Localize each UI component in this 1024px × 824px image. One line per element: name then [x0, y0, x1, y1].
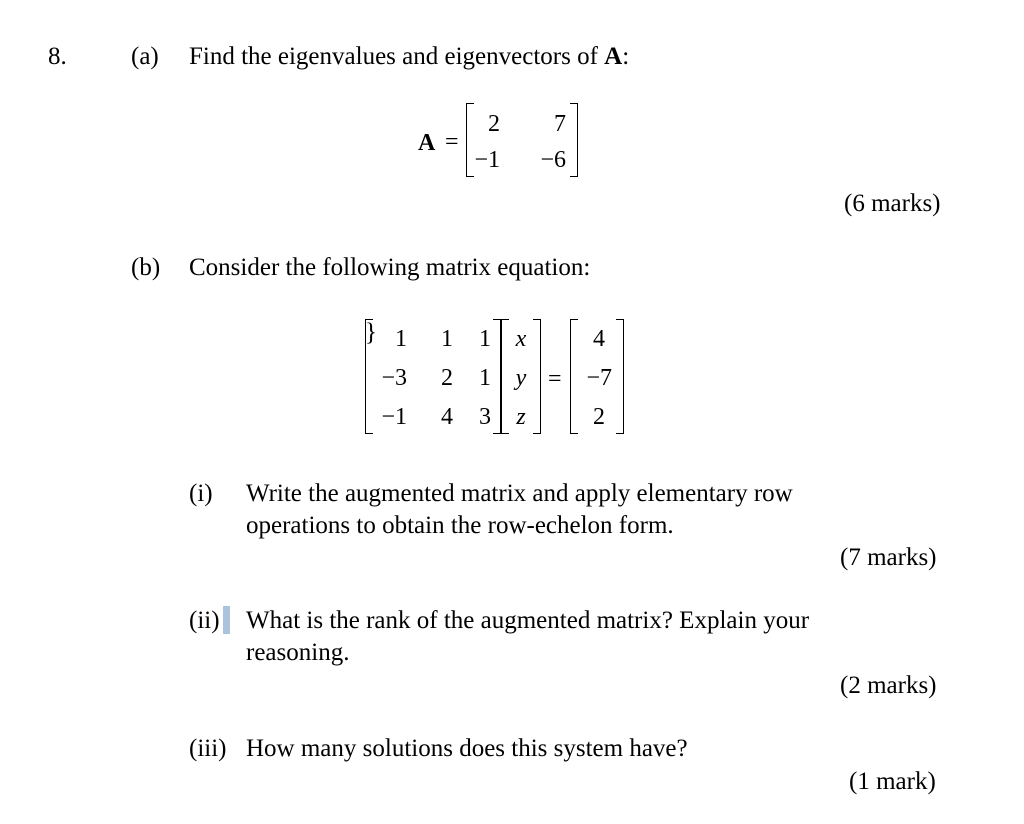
subpart-iii-label: (iii): [189, 735, 227, 762]
subpart-iii-marks: (1 mark): [849, 768, 936, 795]
matrix-a-cell: 2: [488, 111, 500, 137]
question-number: 8.: [48, 43, 67, 70]
variable-vector: [501, 319, 541, 434]
subpart-ii-label: (ii): [189, 607, 220, 634]
part-a-label: (a): [131, 43, 159, 70]
subpart-i-text-line1: Write the augmented matrix and apply elementary row: [246, 480, 793, 507]
coefficient-cell: −1: [381, 404, 407, 430]
right-bracket: [493, 319, 501, 434]
part-a-text: Find the eigenvalues and eigenvectors of: [189, 43, 605, 70]
subpart-ii-text-line2: reasoning.: [246, 639, 350, 666]
matrix-a-cell: −6: [540, 147, 566, 173]
right-bracket: [616, 319, 624, 434]
subpart-ii-marks: (2 marks): [840, 672, 937, 699]
coefficient-matrix: 1 1 1 −3 2 1 −1 4 3 }: [365, 319, 501, 434]
coefficient-cell: 1: [441, 326, 453, 352]
coefficient-cell: 2: [441, 365, 453, 391]
subpart-i-label: (i): [189, 480, 213, 507]
part-a-colon: :: [622, 43, 630, 70]
part-a-matrix-symbol: A: [604, 43, 623, 70]
matrix-a-name: A: [418, 130, 436, 156]
matrix-a-cell: −1: [474, 147, 500, 173]
constant-cell: −7: [586, 365, 612, 391]
left-bracket: [466, 103, 474, 177]
text-selection-highlight: [223, 606, 230, 634]
coefficient-cell: 4: [441, 404, 453, 430]
matrix-a: [466, 103, 578, 177]
subpart-i-marks: (7 marks): [840, 544, 937, 571]
constant-cell: 4: [593, 326, 605, 352]
coefficient-cell: −3: [381, 365, 407, 391]
part-b-prompt: Consider the following matrix equation:: [189, 254, 591, 281]
constants-vector: [570, 319, 624, 434]
coefficient-cell: 1: [479, 365, 491, 391]
equation-equals: =: [548, 366, 562, 392]
left-bracket: [365, 319, 373, 434]
part-a-prompt: [189, 44, 629, 69]
subpart-i-text-line2: operations to obtain the row-echelon form.: [246, 512, 674, 539]
variable-cell: x: [515, 326, 527, 352]
coefficient-cell: 3: [479, 404, 491, 430]
right-bracket: [570, 103, 578, 177]
matrix-a-cell: 7: [554, 111, 566, 137]
coefficient-cell: 1: [479, 326, 491, 352]
variable-cell: z: [516, 404, 526, 430]
part-a-marks: (6 marks): [844, 190, 941, 217]
subpart-iii-text: How many solutions does this system have?: [246, 735, 688, 762]
variable-cell: y: [515, 365, 527, 391]
part-b-label: (b): [131, 254, 161, 281]
constant-cell: 2: [593, 404, 605, 430]
left-bracket: [570, 319, 578, 434]
coefficient-cell: 1: [395, 326, 407, 352]
matrix-a-equals: =: [445, 129, 459, 155]
subpart-ii-text-line1: What is the rank of the augmented matrix? Explain your: [246, 607, 810, 634]
